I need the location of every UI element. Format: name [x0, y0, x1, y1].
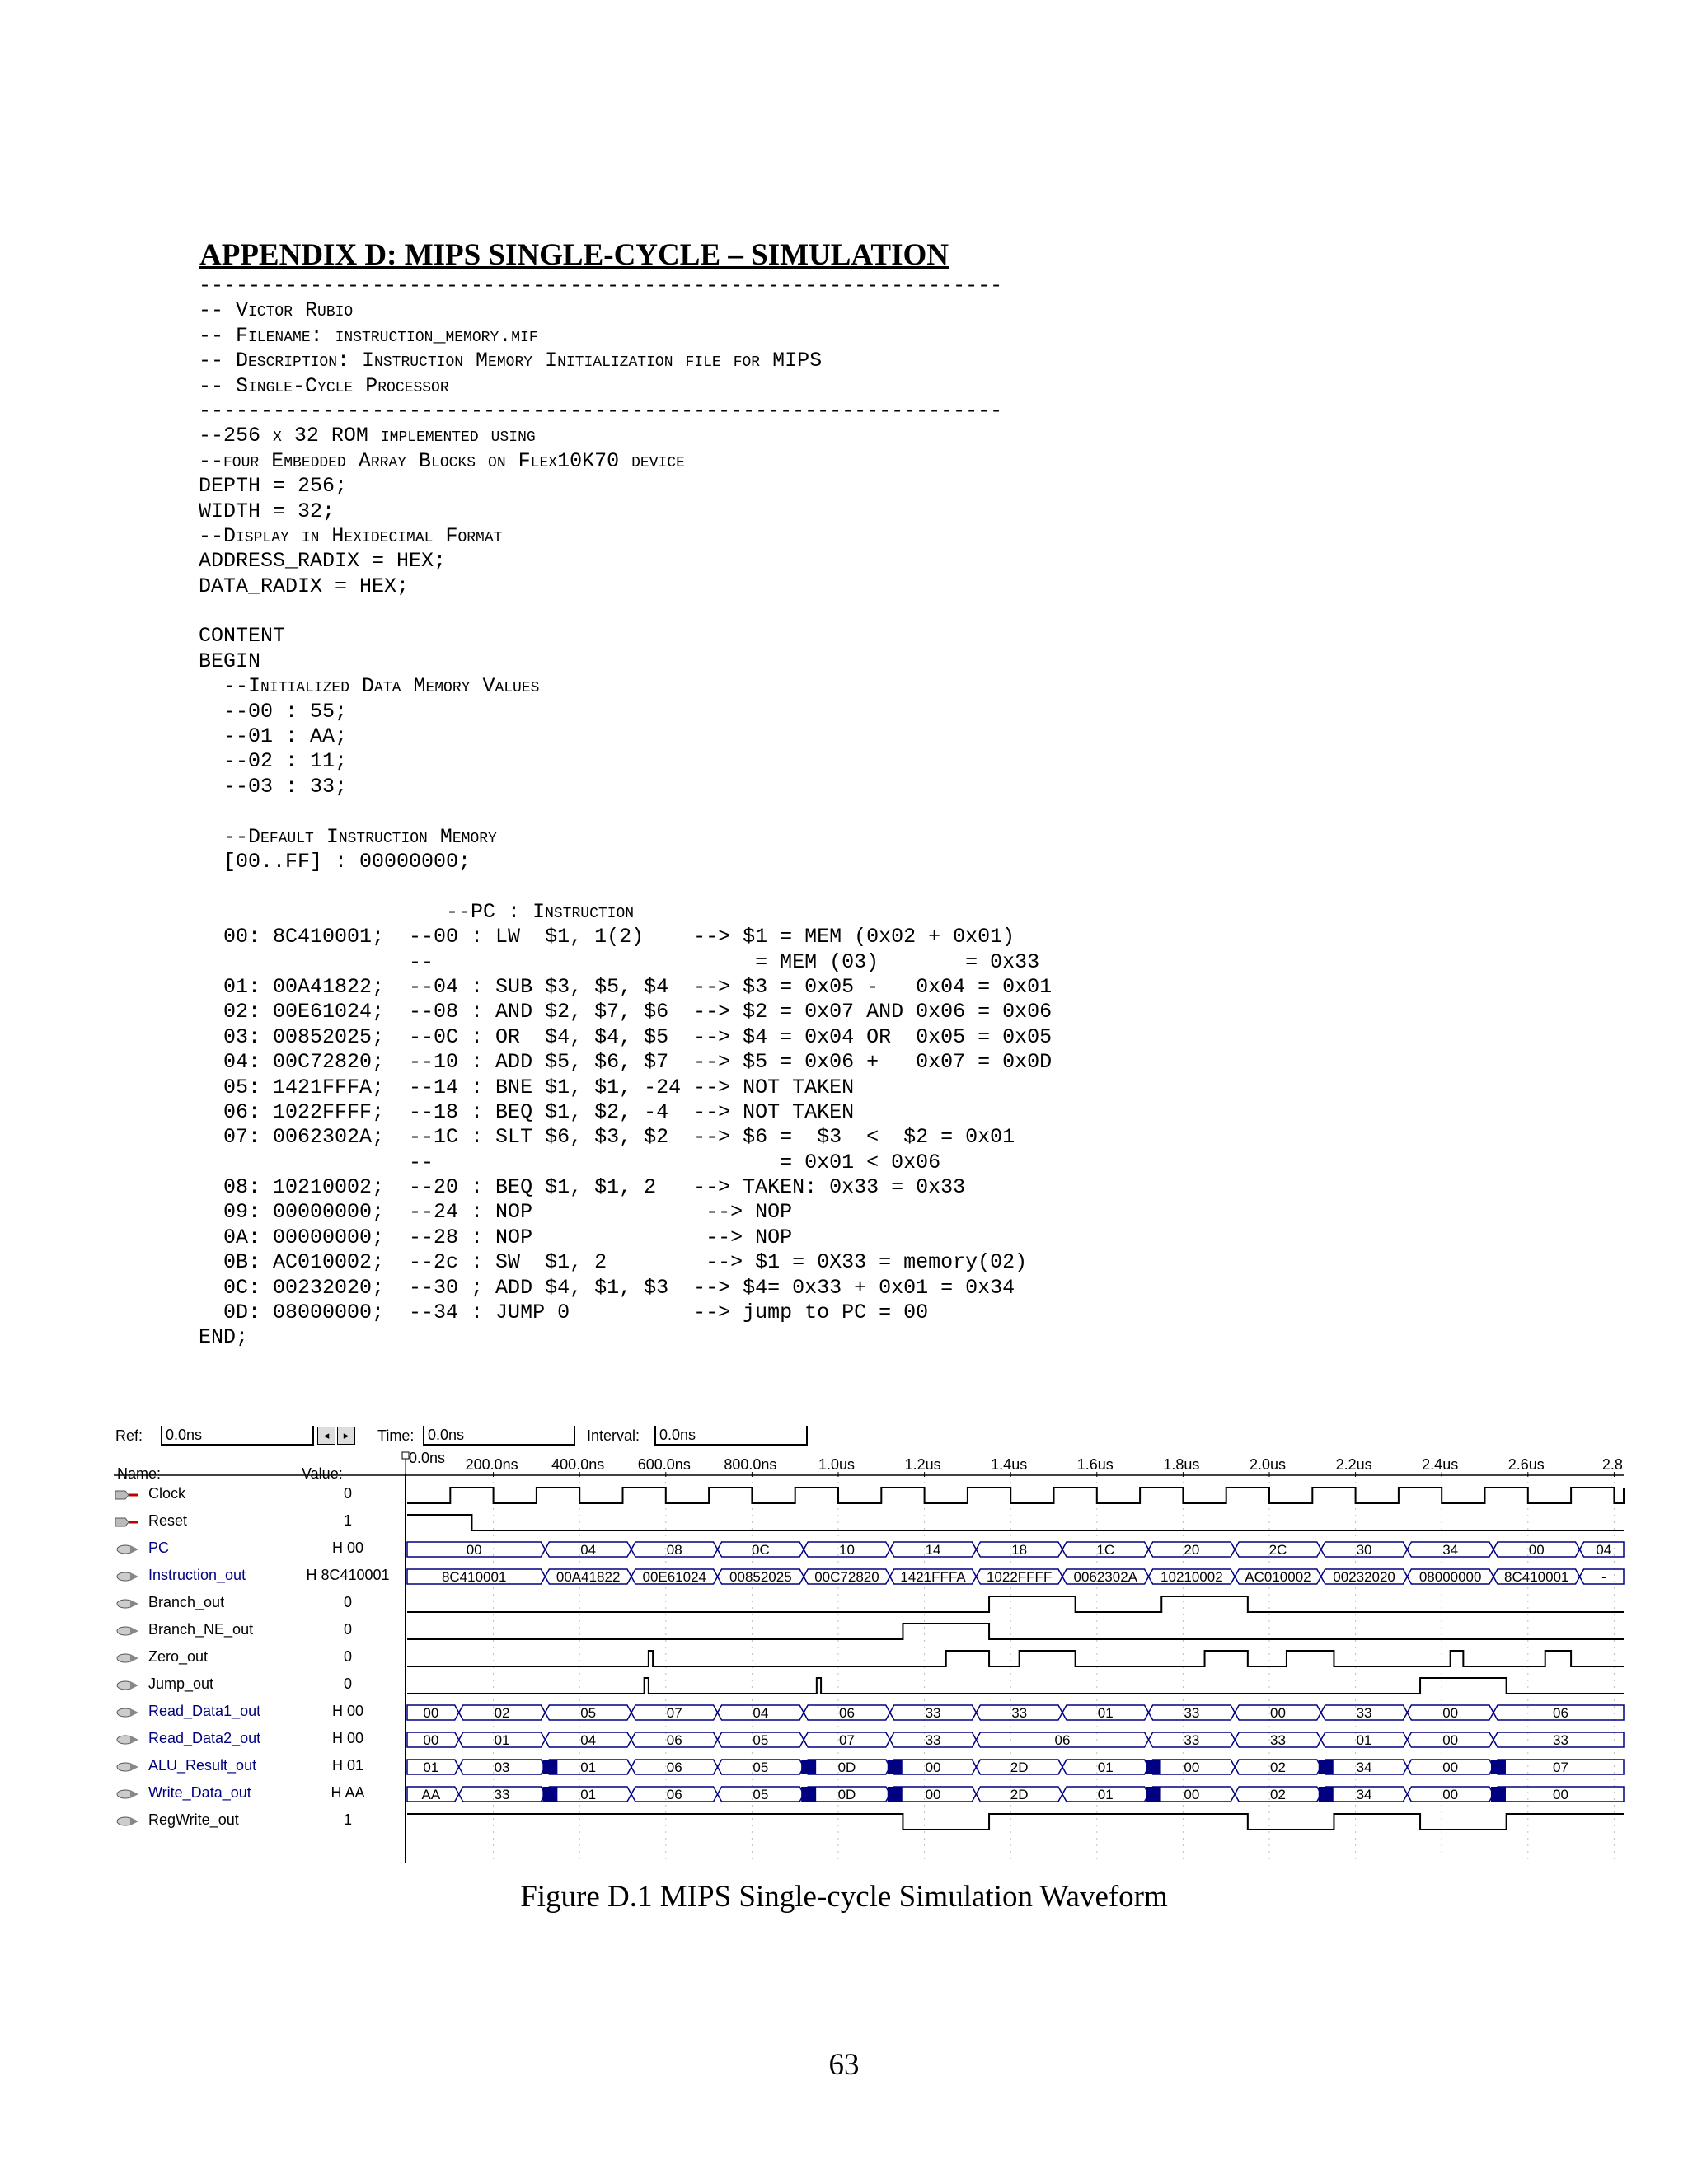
signal-row[interactable] [114, 1591, 404, 1618]
write-data-bus-value-label: 00 [1553, 1787, 1568, 1802]
signal-value: H 01 [331, 1757, 364, 1774]
alu-result-bus-value-label: 07 [1553, 1760, 1568, 1775]
code-line [199, 874, 1052, 899]
time-tick-label: 1.2us [904, 1456, 941, 1473]
code-line: 09: 00000000; --24 : NOP --> NOP [199, 1200, 793, 1225]
code-line: --03 : 33; [199, 774, 348, 799]
code-line: 02: 00E61024; --08 : AND $2, $7, $6 --> $2 = 0x07 AND 0x06 = 0x06 [199, 1000, 1053, 1024]
time-tick-label: 1.0us [818, 1456, 856, 1473]
write-data-glitch-block [1319, 1787, 1334, 1802]
time-tick-label: 1.6us [1076, 1456, 1114, 1473]
alu-result-bus-value-label: 34 [1356, 1760, 1372, 1775]
alu-result-bus-value-label: 00 [1184, 1760, 1200, 1775]
signal-name: Read_Data2_out [148, 1730, 261, 1746]
read-data1-bus-value-label: 01 [1097, 1705, 1114, 1721]
instruction-bus-value-label: 08000000 [1418, 1569, 1482, 1585]
code-line: -- Filename: instruction_memory.mif [199, 323, 538, 348]
code-line: -- = 0x01 < 0x06 [199, 1150, 941, 1174]
time-tick-label: 1.8us [1163, 1456, 1200, 1473]
write-data-glitch-block [1146, 1787, 1161, 1802]
pc-bus-value-label: 00 [1528, 1542, 1545, 1558]
signal-row[interactable] [114, 1509, 404, 1536]
write-data-bus-value-label: 0D [837, 1787, 856, 1802]
ref-field[interactable]: 0.0ns [161, 1426, 314, 1446]
signal-name: RegWrite_out [148, 1811, 239, 1828]
write-data-glitch-block [1491, 1787, 1506, 1802]
code-line: --Initialized Data Memory Values [199, 674, 540, 699]
time-tick-label: 2.8 [1601, 1456, 1623, 1473]
time-tick-label: 2.2us [1335, 1456, 1372, 1473]
read-data1-bus-value-label: 33 [925, 1705, 941, 1721]
write-data-bus-value-label: 05 [753, 1787, 769, 1802]
signal-name: Read_Data1_out [148, 1703, 261, 1719]
read-data2-bus-value-label: 33 [1553, 1732, 1568, 1748]
write-data-glitch-block [888, 1787, 903, 1802]
alu-glitch-block [1146, 1760, 1161, 1774]
code-line: --256 x 32 ROM implemented using [199, 424, 536, 448]
signal-value: H 00 [331, 1730, 364, 1746]
previous-transition-button[interactable]: ◂ [317, 1427, 335, 1445]
write-data-bus-value-label: 00 [1442, 1787, 1459, 1802]
output-pin-icon [115, 1789, 138, 1799]
code-line: -- Victor Rubio [199, 298, 354, 323]
time-field[interactable]: 0.0ns [423, 1426, 575, 1446]
instruction-bus-value-label: 8C410001 [1504, 1569, 1569, 1585]
read-data1-bus-value-label: 06 [1553, 1705, 1568, 1721]
code-line: 0C: 00232020; --30 ; ADD $4, $1, $3 --> $4= 0x33 + 0x01 = 0x34 [199, 1275, 1015, 1300]
code-line: 04: 00C72820; --10 : ADD $5, $6, $7 --> $5 = 0x06 + 0x07 = 0x0D [199, 1050, 1053, 1075]
alu-glitch-block [888, 1760, 903, 1774]
code-line: 03: 00852025; --0C : OR $4, $4, $5 --> $4 = 0x04 OR 0x05 = 0x05 [199, 1024, 1053, 1049]
code-line: 06: 1022FFFF; --18 : BEQ $1, $2, -4 --> NOT TAKEN [199, 1099, 855, 1124]
next-transition-button[interactable]: ▸ [337, 1427, 355, 1445]
time-tick-label: 1.4us [991, 1456, 1028, 1473]
read-data2-bus-value-label: 04 [580, 1732, 597, 1748]
write-data-bus-value-label: 33 [494, 1787, 510, 1802]
signal-name: Reset [148, 1512, 188, 1529]
input-pin-icon [115, 1517, 138, 1527]
signal-value: H 00 [331, 1540, 364, 1556]
read-data2-bus-value-label: 00 [1442, 1732, 1459, 1748]
pc-bus-value-label: 04 [580, 1542, 597, 1558]
interval-label: Interval: [587, 1427, 640, 1444]
code-line: ----------------------------------------------------------------- [199, 274, 1003, 298]
signal-value: H AA [331, 1784, 365, 1801]
signal-value: 0 [343, 1675, 352, 1692]
pc-bus-value-label: 08 [666, 1542, 682, 1558]
write-data-bus-value-label: 2D [1010, 1787, 1029, 1802]
code-line [199, 599, 1052, 624]
read-data1-bus-value-label: 00 [1269, 1705, 1286, 1721]
reset-wave [407, 1515, 1624, 1530]
signal-name: Branch_out [148, 1594, 225, 1610]
code-line: ----------------------------------------------------------------- [199, 398, 1003, 423]
zero-wave [407, 1651, 1624, 1666]
instruction-bus-value-label: 10210002 [1160, 1569, 1223, 1585]
read-data1-bus-value-label: 00 [1442, 1705, 1459, 1721]
waveform-editor [114, 1426, 1624, 1863]
code-line [199, 799, 1052, 824]
clock-wave [407, 1488, 1624, 1503]
output-pin-icon [115, 1762, 138, 1772]
pc-bus-value-label: 04 [1596, 1542, 1612, 1558]
read-data1-bus-value-label: 07 [666, 1705, 682, 1721]
waveform-plot[interactable] [404, 1450, 1624, 1863]
signal-name: Jump_out [148, 1675, 214, 1692]
read-data1-bus-value-label: 00 [423, 1705, 439, 1721]
write-data-glitch-block [542, 1787, 557, 1802]
ref-label: Ref: [115, 1427, 143, 1444]
code-line: BEGIN [199, 649, 261, 673]
signal-value: 0 [343, 1621, 352, 1638]
instruction-bus-value-label: 00E61024 [642, 1569, 707, 1585]
output-pin-icon [115, 1680, 138, 1690]
ref-nav-buttons [317, 1427, 355, 1445]
code-line: WIDTH = 32; [199, 499, 335, 523]
regwrite-wave [407, 1814, 1624, 1830]
instruction-bus-value-label: 0062302A [1073, 1569, 1138, 1585]
pc-bus-value-label: 14 [925, 1542, 941, 1558]
signal-row[interactable] [114, 1482, 404, 1509]
read-data1-bus-value-label: 33 [1356, 1705, 1372, 1721]
input-pin-icon [115, 1490, 138, 1500]
time-label: Time: [377, 1427, 415, 1444]
code-line: CONTENT [199, 624, 286, 649]
signal-name: Branch_NE_out [148, 1621, 254, 1638]
code-line: 07: 0062302A; --1C : SLT $6, $3, $2 --> $6 = $3 < $2 = 0x01 [199, 1125, 1015, 1150]
signal-row[interactable] [114, 1781, 404, 1808]
time-tick-label: 600.0ns [637, 1456, 691, 1473]
alu-result-bus-value-label: 01 [1097, 1760, 1114, 1775]
signal-row[interactable] [114, 1563, 404, 1591]
code-line: 00: 8C410001; --00 : LW $1, 1(2) --> $1 = MEM (0x02 + 0x01) [199, 925, 1015, 949]
branch-ne-wave [407, 1624, 1624, 1639]
instruction-bus-value-label: 00C72820 [814, 1569, 879, 1585]
code-line: DEPTH = 256; [199, 474, 348, 499]
time-tick-label: 2.0us [1249, 1456, 1287, 1473]
time-tick-label: 200.0ns [465, 1456, 518, 1473]
write-data-bus-value-label: 02 [1269, 1787, 1286, 1802]
code-line: DATA_RADIX = HEX; [199, 574, 410, 598]
alu-glitch-block [801, 1760, 816, 1774]
output-pin-icon [115, 1572, 138, 1582]
write-data-bus-value-label: 00 [1184, 1787, 1200, 1802]
output-pin-icon [115, 1735, 138, 1745]
pc-bus-value-label: 20 [1184, 1542, 1200, 1558]
pc-bus-value-label: 00 [466, 1542, 482, 1558]
signal-row[interactable] [114, 1808, 404, 1835]
read-data2-bus-value-label: 33 [925, 1732, 941, 1748]
code-line: END; [199, 1325, 249, 1350]
read-data1-bus-value-label: 04 [753, 1705, 769, 1721]
signal-row[interactable] [114, 1536, 404, 1563]
signal-value: H 8C410001 [306, 1567, 390, 1583]
code-line: --Default Instruction Memory [199, 824, 497, 849]
signal-list [114, 1482, 404, 1863]
code-line: 0A: 00000000; --28 : NOP --> NOP [199, 1225, 793, 1249]
alu-result-bus-value-label: 03 [494, 1760, 510, 1775]
code-line: --four Embedded Array Blocks on Flex10K70 device [199, 448, 685, 473]
pc-bus-value-label: 2C [1268, 1542, 1287, 1558]
output-pin-icon [115, 1599, 138, 1609]
signal-name: Zero_out [148, 1648, 209, 1665]
read-data1-bus-value-label: 06 [838, 1705, 855, 1721]
instruction-bus-value-label: 00A41822 [556, 1569, 621, 1585]
time-tick-label: 800.0ns [724, 1456, 777, 1473]
alu-result-bus-value-label: 02 [1269, 1760, 1286, 1775]
cursor-time-label: 0.0ns [409, 1450, 446, 1466]
signal-name: ALU_Result_out [148, 1757, 257, 1774]
code-line: 08: 10210002; --20 : BEQ $1, $1, 2 --> TAKEN: 0x33 = 0x33 [199, 1175, 966, 1200]
page-number: 63 [828, 2048, 860, 2082]
pc-bus-value-label: 34 [1442, 1542, 1459, 1558]
signal-row[interactable] [114, 1618, 404, 1645]
signal-name: PC [148, 1540, 170, 1556]
alu-result-bus-value-label: 06 [666, 1760, 682, 1775]
branch-wave [407, 1596, 1624, 1612]
output-pin-icon [115, 1816, 138, 1826]
instruction-bus-value-label: 8C410001 [441, 1569, 507, 1585]
code-line: -- Description: Instruction Memory Initialization file for MIPS [199, 349, 823, 373]
interval-field[interactable]: 0.0ns [654, 1426, 808, 1446]
signal-value: 1 [343, 1811, 352, 1828]
figure-caption: Figure D.1 MIPS Single-cycle Simulation Waveform [520, 1880, 1168, 1914]
code-line: --00 : 55; [199, 699, 348, 724]
alu-result-bus-value-label: 00 [1442, 1760, 1459, 1775]
read-data1-bus-value-label: 05 [580, 1705, 597, 1721]
instruction-bus-value-label: 00852025 [729, 1569, 792, 1585]
read-data2-bus-value-label: 06 [1054, 1732, 1071, 1748]
alu-result-bus-value-label: 00 [925, 1760, 941, 1775]
code-line: -- Single-Cycle Processor [199, 373, 449, 398]
signal-value: 1 [343, 1512, 352, 1529]
time-tick-label: 400.0ns [551, 1456, 605, 1473]
output-pin-icon [115, 1544, 138, 1554]
instruction-bus-value-label: - [1601, 1569, 1606, 1585]
pc-bus-value-label: 1C [1096, 1542, 1115, 1558]
instruction-bus-value-label: AC010002 [1245, 1569, 1311, 1585]
signal-row[interactable] [114, 1645, 404, 1672]
signal-row[interactable] [114, 1672, 404, 1699]
pc-bus-value-label: 18 [1011, 1542, 1028, 1558]
output-pin-icon [115, 1626, 138, 1636]
waveform-toolbar [114, 1426, 1624, 1451]
write-data-bus-value-label: 01 [580, 1787, 597, 1802]
alu-glitch-block [542, 1760, 557, 1774]
appendix-heading: APPENDIX D: MIPS SINGLE-CYCLE – SIMULATION [199, 238, 949, 272]
code-line: 0B: AC010002; --2c : SW $1, 2 --> $1 = 0X33 = memory(02) [199, 1250, 1028, 1275]
read-data2-bus-value-label: 06 [666, 1732, 682, 1748]
value-column-header: Value: [302, 1465, 343, 1482]
alu-result-bus-value-label: 01 [580, 1760, 597, 1775]
instruction-bus-value-label: 00232020 [1333, 1569, 1395, 1585]
read-data2-bus-value-label: 33 [1184, 1732, 1200, 1748]
signal-value: H 00 [331, 1703, 364, 1719]
signal-name: Instruction_out [148, 1567, 246, 1583]
signal-row[interactable] [114, 1727, 404, 1754]
name-column-header: Name: [117, 1465, 162, 1482]
pc-bus-value-label: 30 [1356, 1542, 1372, 1558]
cursor-handle[interactable] [402, 1452, 409, 1459]
write-data-bus-value-label: 06 [666, 1787, 682, 1802]
signal-row[interactable] [114, 1699, 404, 1727]
code-line: ADDRESS_RADIX = HEX; [199, 549, 447, 574]
time-tick-label: 2.6us [1507, 1456, 1545, 1473]
code-line: --02 : 11; [199, 749, 348, 774]
code-line: 0D: 08000000; --34 : JUMP 0 --> jump to PC = 00 [199, 1301, 929, 1325]
instruction-bus-value-label: 1022FFFF [986, 1569, 1053, 1585]
write-data-bus-value-label: 00 [925, 1787, 941, 1802]
read-data2-bus-value-label: 00 [423, 1732, 439, 1748]
signal-value: 0 [343, 1485, 352, 1502]
pc-bus-value-label: 10 [838, 1542, 855, 1558]
pc-bus-value-label: 0C [751, 1542, 770, 1558]
signal-value: 0 [343, 1648, 352, 1665]
code-line: --Display in Hexidecimal Format [199, 523, 503, 548]
code-line: --PC : Instruction [199, 899, 635, 924]
time-tick-label: 2.4us [1422, 1456, 1459, 1473]
alu-glitch-block [1319, 1760, 1334, 1774]
instruction-bus-value-label: 1421FFFA [900, 1569, 966, 1585]
read-data2-bus-value-label: 01 [494, 1732, 510, 1748]
code-line: --01 : AA; [199, 724, 348, 749]
mif-code-listing [199, 274, 1052, 1351]
alu-result-bus-value-label: 2D [1010, 1760, 1029, 1775]
output-pin-icon [115, 1653, 138, 1663]
alu-glitch-block [1491, 1760, 1506, 1774]
code-line: [00..FF] : 00000000; [199, 849, 471, 874]
code-line: 01: 00A41822; --04 : SUB $3, $5, $4 --> $3 = 0x05 - 0x04 = 0x01 [199, 974, 1053, 999]
jump-wave [407, 1678, 1624, 1694]
read-data2-bus-value-label: 07 [838, 1732, 855, 1748]
signal-value: 0 [343, 1594, 352, 1610]
write-data-bus-value-label: 34 [1356, 1787, 1372, 1802]
output-pin-icon [115, 1708, 138, 1718]
read-data2-bus-value-label: 05 [753, 1732, 769, 1748]
code-line: 05: 1421FFFA; --14 : BNE $1, $1, -24 --> NOT TAKEN [199, 1075, 855, 1099]
write-data-bus-value-label: AA [421, 1787, 441, 1802]
write-data-bus-value-label: 01 [1097, 1787, 1114, 1802]
code-line: -- = MEM (03) = 0x33 [199, 949, 1040, 974]
read-data1-bus-value-label: 33 [1184, 1705, 1200, 1721]
read-data2-bus-value-label: 01 [1356, 1732, 1372, 1748]
read-data1-bus-value-label: 33 [1011, 1705, 1028, 1721]
alu-result-bus-value-label: 05 [753, 1760, 769, 1775]
alu-result-bus-value-label: 01 [423, 1760, 439, 1775]
signal-name: Write_Data_out [148, 1784, 251, 1801]
read-data1-bus-value-label: 02 [494, 1705, 510, 1721]
signal-name: Clock [148, 1485, 186, 1502]
alu-result-bus-value-label: 0D [837, 1760, 856, 1775]
read-data2-bus-value-label: 33 [1269, 1732, 1286, 1748]
write-data-glitch-block [801, 1787, 816, 1802]
signal-row[interactable] [114, 1754, 404, 1781]
